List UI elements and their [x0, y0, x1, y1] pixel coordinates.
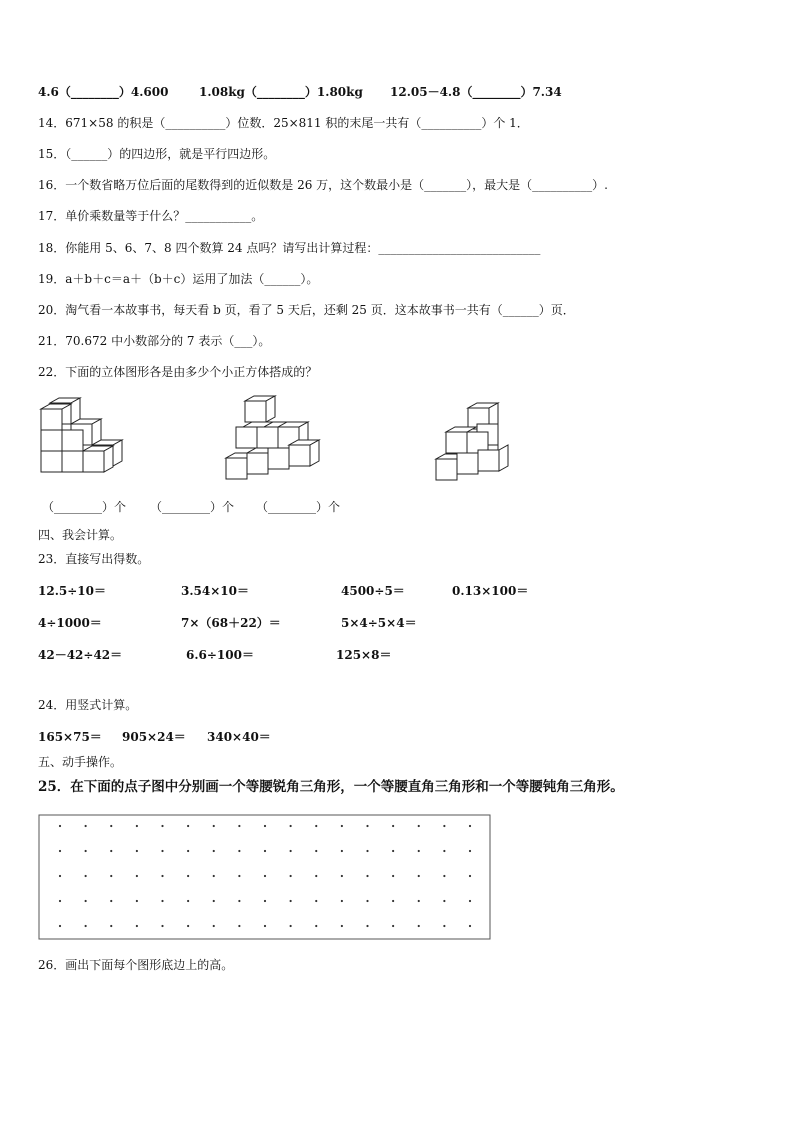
question-15: 15．（______）的四边形，就是平行四边形。	[38, 147, 276, 161]
grid-dot	[366, 850, 368, 852]
question-24-title: 24．用竖式计算。	[38, 698, 138, 712]
grid-dot	[238, 825, 240, 827]
grid-dot	[418, 875, 420, 877]
grid-dot	[161, 825, 163, 827]
question-14: 14．671×58 的积是（__________）位数．25×811 积的末尾一共有（__________）个 1．	[38, 116, 529, 130]
q13-c: 12.05－4.8（________）7.34	[390, 85, 562, 99]
grid-dot	[161, 925, 163, 927]
grid-dot	[290, 875, 292, 877]
cube-figure-3	[436, 403, 508, 480]
vertical-calc-3: 340×40＝	[207, 730, 271, 744]
grid-dot	[110, 925, 112, 927]
grid-dot	[187, 925, 189, 927]
grid-dot	[213, 900, 215, 902]
vertical-calc-2: 905×24＝	[122, 730, 186, 744]
grid-dot	[290, 925, 292, 927]
grid-dot	[85, 925, 87, 927]
grid-dot	[341, 900, 343, 902]
dot-grid	[59, 825, 471, 927]
calc-2-3: 5×4÷5×4＝	[341, 616, 417, 630]
grid-dot	[110, 900, 112, 902]
grid-dot	[136, 850, 138, 852]
grid-dot	[85, 825, 87, 827]
grid-dot	[366, 900, 368, 902]
grid-dot	[443, 850, 445, 852]
section-5-heading: 五、动手操作。	[38, 755, 123, 769]
grid-dot	[469, 850, 471, 852]
grid-dot	[418, 900, 420, 902]
question-21: 21．70.672 中小数部分的 7 表示（___）。	[38, 334, 271, 348]
grid-dot	[315, 875, 317, 877]
grid-dot	[59, 900, 61, 902]
grid-dot	[469, 875, 471, 877]
answer-blank-3: （________）个	[256, 500, 341, 514]
grid-dot	[187, 825, 189, 827]
grid-dot	[161, 875, 163, 877]
calc-1-4: 0.13×100＝	[452, 584, 529, 598]
cube-figure-2	[226, 396, 319, 479]
grid-dot	[238, 900, 240, 902]
grid-dot	[443, 825, 445, 827]
grid-dot	[341, 925, 343, 927]
grid-dot	[187, 900, 189, 902]
grid-dot	[213, 825, 215, 827]
grid-dot	[366, 925, 368, 927]
calc-3-2: 6.6÷100＝	[186, 648, 254, 662]
question-25: 25．在下面的点子图中分别画一个等腰锐角三角形，一个等腰直角三角形和一个等腰钝角三角形。	[38, 779, 624, 795]
grid-dot	[264, 825, 266, 827]
grid-dot	[392, 875, 394, 877]
grid-dot	[213, 925, 215, 927]
grid-dot	[443, 875, 445, 877]
grid-dot	[264, 850, 266, 852]
question-19: 19．a＋b＋c＝a＋（b＋c）运用了加法（______）。	[38, 272, 319, 286]
section-4-heading: 四、我会计算。	[38, 528, 123, 542]
grid-dot	[213, 850, 215, 852]
question-23-title: 23．直接写出得数。	[38, 552, 150, 566]
grid-dot	[264, 875, 266, 877]
grid-dot	[213, 875, 215, 877]
grid-dot	[187, 875, 189, 877]
grid-dot	[136, 825, 138, 827]
grid-dot	[443, 900, 445, 902]
grid-dot	[341, 825, 343, 827]
grid-dot	[341, 875, 343, 877]
grid-dot	[59, 875, 61, 877]
q13-b: 1.08kg（________）1.80kg	[199, 85, 363, 99]
question-18: 18．你能用 5、6、7、8 四个数算 24 点吗？请写出计算过程：___________________________	[38, 241, 541, 255]
grid-dot	[469, 900, 471, 902]
answer-blank-2: （________）个	[150, 500, 235, 514]
grid-dot	[341, 850, 343, 852]
grid-dot	[290, 900, 292, 902]
grid-dot	[418, 825, 420, 827]
dot-grid-frame	[39, 815, 490, 939]
grid-dot	[136, 925, 138, 927]
grid-dot	[290, 825, 292, 827]
question-17: 17．单价乘数量等于什么？___________。	[38, 209, 264, 223]
grid-dot	[392, 825, 394, 827]
cube-figure-1	[41, 398, 122, 472]
calc-1-2: 3.54×10＝	[181, 584, 249, 598]
grid-dot	[366, 825, 368, 827]
grid-dot	[161, 900, 163, 902]
calc-3-3: 125×8＝	[336, 648, 392, 662]
question-20: 20．淘气看一本故事书，每天看 b 页，看了 5 天后，还剩 25 页．这本故事书一共有（______）页．	[38, 303, 575, 317]
vertical-calc-1: 165×75＝	[38, 730, 102, 744]
grid-dot	[59, 850, 61, 852]
calc-2-1: 4÷1000＝	[38, 616, 102, 630]
grid-dot	[264, 925, 266, 927]
grid-dot	[238, 850, 240, 852]
grid-dot	[110, 850, 112, 852]
question-26: 26．画出下面每个图形底边上的高。	[38, 958, 234, 972]
grid-dot	[290, 850, 292, 852]
grid-dot	[469, 925, 471, 927]
grid-dot	[366, 875, 368, 877]
grid-dot	[238, 925, 240, 927]
answer-blank-1: （________）个	[42, 500, 127, 514]
grid-dot	[85, 875, 87, 877]
grid-dot	[315, 850, 317, 852]
calc-2-2: 7×（68＋22）＝	[181, 616, 281, 630]
grid-dot	[85, 850, 87, 852]
grid-dot	[238, 875, 240, 877]
grid-dot	[315, 900, 317, 902]
question-22: 22．下面的立体图形各是由多少个小正方体搭成的？	[38, 365, 318, 379]
calc-1-1: 12.5÷10＝	[38, 584, 106, 598]
grid-dot	[315, 825, 317, 827]
grid-dot	[264, 900, 266, 902]
calc-3-1: 42－42÷42＝	[38, 648, 123, 662]
grid-dot	[187, 850, 189, 852]
grid-dot	[59, 925, 61, 927]
question-16: 16．一个数省略万位后面的尾数得到的近似数是 26 万，这个数最小是（_______），最大是（__________）.	[38, 178, 608, 192]
grid-dot	[161, 850, 163, 852]
grid-dot	[59, 825, 61, 827]
grid-dot	[392, 925, 394, 927]
grid-dot	[85, 900, 87, 902]
grid-dot	[136, 900, 138, 902]
grid-dot	[110, 875, 112, 877]
q13-a: 4.6（________）4.600	[38, 85, 169, 99]
grid-dot	[110, 825, 112, 827]
grid-dot	[418, 925, 420, 927]
grid-dot	[469, 825, 471, 827]
grid-dot	[315, 925, 317, 927]
grid-dot	[418, 850, 420, 852]
grid-dot	[443, 925, 445, 927]
grid-dot	[136, 875, 138, 877]
grid-dot	[392, 850, 394, 852]
calc-1-3: 4500÷5＝	[341, 584, 405, 598]
grid-dot	[392, 900, 394, 902]
